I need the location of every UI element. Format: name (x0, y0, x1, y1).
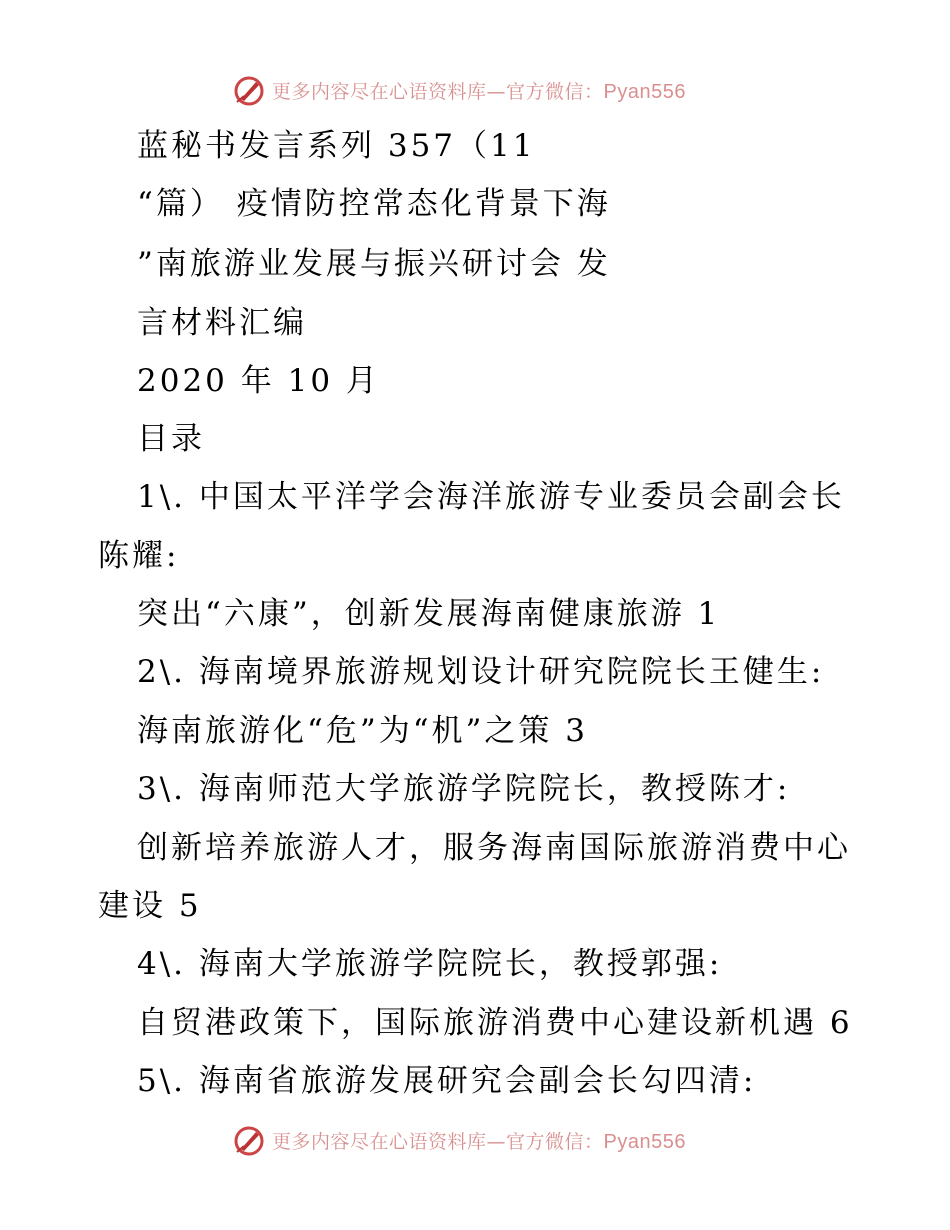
watermark-banner-top (0, 70, 950, 110)
toc-entry-4-title: 自贸港政策下，国际旅游消费中心建设新机遇 6 (137, 1005, 853, 1041)
wechat-id: Pyan556 (603, 81, 686, 103)
watermark-text: 更多内容尽在心语资料库—官方微信：Pyan556 (272, 1131, 686, 1153)
title-line-4: 言材料汇编 (137, 305, 307, 341)
title-line-2: “篇） 疫情防控常态化背景下海 (137, 186, 611, 222)
toc-entry-1-author: 1\. 中国太平洋学会海洋旅游专业委员会副会长 (137, 479, 845, 515)
feather-pen-logo-icon (232, 74, 266, 108)
wechat-id: Pyan556 (603, 1131, 686, 1153)
watermark-text: 更多内容尽在心语资料库—官方微信：Pyan556 (272, 81, 686, 103)
watermark-banner-bottom (0, 1120, 950, 1160)
toc-entry-5-author: 5\. 海南省旅游发展研究会副会长勾四清: (137, 1063, 757, 1099)
toc-entry-3-title-cont: 建设 5 (98, 888, 202, 924)
toc-entry-3-title: 创新培养旅游人才，服务海南国际旅游消费中心 (137, 830, 851, 866)
toc-entry-2-author: 2\. 海南境界旅游规划设计研究院院长王健生: (137, 654, 825, 690)
toc-entry-1-author-cont: 陈耀: (98, 538, 180, 574)
title-line-3: ”南旅游业发展与振兴研讨会 发 (137, 246, 611, 282)
title-line-1: 蓝秘书发言系列 357（11 (137, 128, 536, 164)
toc-entry-4-author: 4\. 海南大学旅游学院院长，教授郭强: (137, 946, 723, 982)
toc-heading: 目录 (137, 421, 205, 457)
feather-pen-logo-icon (232, 1124, 266, 1158)
toc-entry-1-title: 突出“六康”，创新发展海南健康旅游 1 (137, 596, 721, 632)
date-line: 2020 年 10 月 (137, 363, 380, 399)
toc-entry-2-title: 海南旅游化“危”为“机”之策 3 (137, 713, 588, 749)
toc-entry-3-author: 3\. 海南师范大学旅游学院院长，教授陈才: (137, 771, 791, 807)
